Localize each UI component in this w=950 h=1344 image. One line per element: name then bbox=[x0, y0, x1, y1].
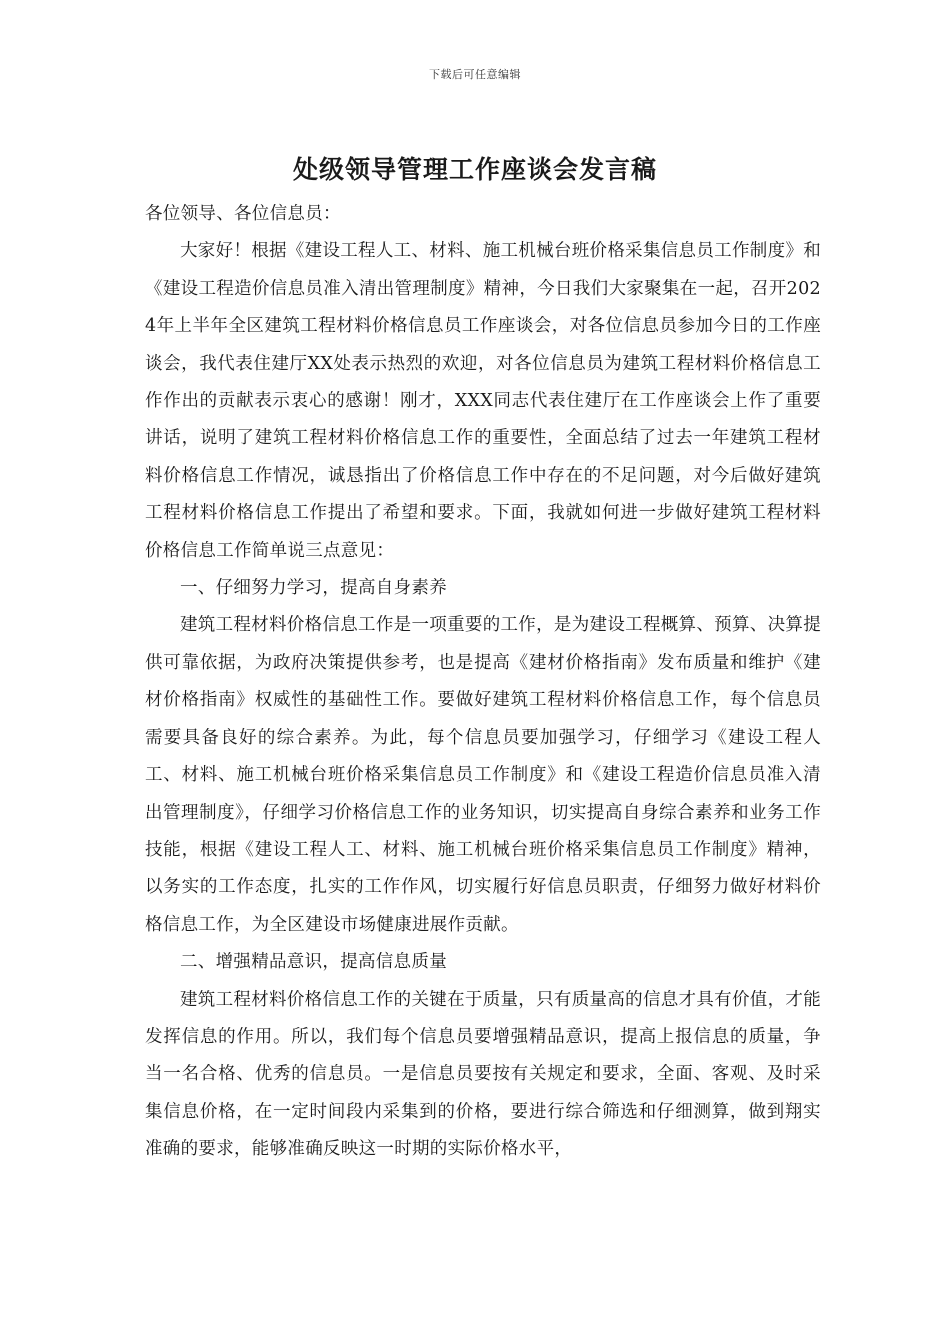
paragraph-section-2: 建筑工程材料价格信息工作的关键在于质量，只有质量高的信息才具有价值，才能发挥信息的作用。所以，我们每个信息员要增强精品意识，提高上报信息的质量，争当一名合格、优秀的信息员。一是信息员要按有关规定和要求，全面、客观、及时采集信息价格，在一定时间段内采集到的价格，要进行综合筛选和仔细测算，做到翔实准确的要求，能够准确反映这一时期的实际价格水平， bbox=[145, 989, 821, 1160]
document-body bbox=[145, 196, 821, 1169]
document-title: 处级领导管理工作座谈会发言稿 bbox=[292, 155, 657, 184]
paragraph-opening: 大家好！根据《建设工程人工、材料、施工机械台班价格采集信息员工作制度》和《建设工程造价信息员准入清出管理制度》精神，今日我们大家聚集在一起，召开2024年上半年全区建筑工程材料价格信息员工作座谈会，对各位信息员参加今日的工作座谈会，我代表住建厅XX处表示热烈的欢迎，对各位信息员为建筑工程材料价格信息工作作出的贡献表示衷心的感谢！刚才，XXX同志代表住建厅在工作座谈会上作了重要讲话，说明了建筑工程材料价格信息工作的重要性，全面总结了过去一年建筑工程材料价格信息工作情况，诚恳指出了价格信息工作中存在的不足问题，对今后做好建筑工程材料价格信息工作提出了希望和要求。下面，我就如何进一步做好建筑工程材料价格信息工作简单说三点意见： bbox=[145, 241, 821, 561]
section-heading-1: 一、仔细努力学习，提高自身素养 bbox=[180, 578, 447, 599]
section-heading-2: 二、增强精品意识，提高信息质量 bbox=[180, 952, 447, 973]
salutation: 各位领导、各位信息员： bbox=[145, 204, 341, 224]
paragraph-section-1: 建筑工程材料价格信息工作是一项重要的工作，是为建设工程概算、预算、决算提供可靠依据，为政府决策提供参考，也是提高《建材价格指南》发布质量和维护《建材价格指南》权威性的基础性工作。要做好建筑工程材料价格信息工作，每个信息员需要具备良好的综合素养。为此，每个信息员要加强学习，仔细学习《建设工程人工、材料、施工机械台班价格采集信息员工作制度》和《建设工程造价信息员准入清出管理制度》，仔细学习价格信息工作的业务知识，切实提高自身综合素养和业务工作技能，根据《建设工程人工、材料、施工机械台班价格采集信息员工作制度》精神，以务实的工作态度，扎实的工作作风，切实履行好信息员职责，仔细努力做好材料价格信息工作，为全区建设市场健康进展作贡献。 bbox=[145, 615, 821, 935]
page-header-note: 下载后可任意编辑 bbox=[429, 68, 521, 81]
